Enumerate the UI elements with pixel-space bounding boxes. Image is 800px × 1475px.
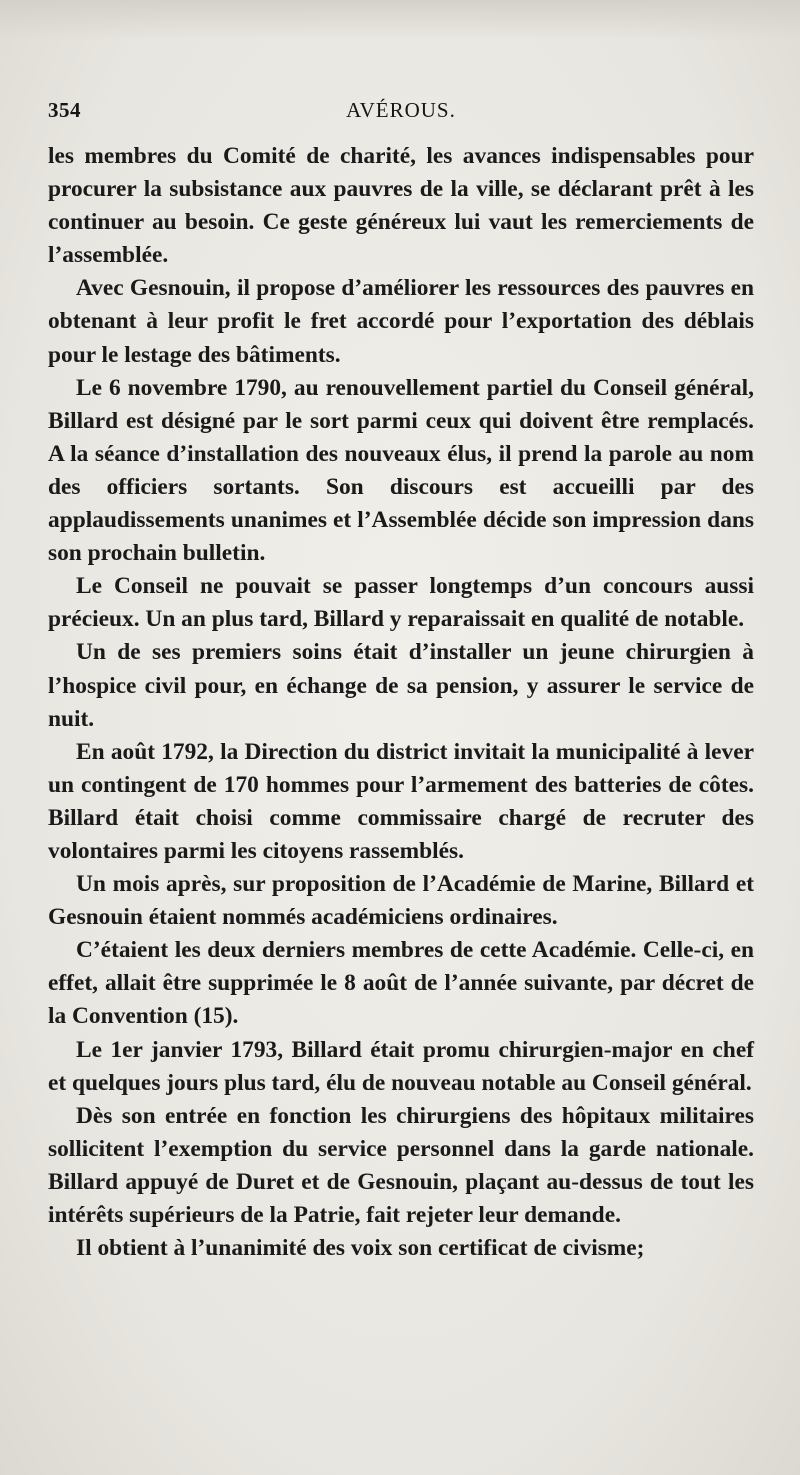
paragraph: Il obtient à l’unanimité des voix son certificat de civisme; — [76, 1235, 645, 1262]
paragraph: Dès son entrée en fonction les chirurgiens des hôpitaux militaires sollicitent l’exemption du service personnel dans la garde nationale. Billard appuyé de Duret et de Gesnouin, plaçant au-dessus de tout les intérêts supérieurs de la Patrie, fait rejeter leur demande. — [48, 1102, 754, 1228]
paragraph: Le 6 novembre 1790, au renouvellement partiel du Conseil général, Billard est désigné par le sort parmi ceux qui doivent être remplacés. A la séance d’installation des nouveaux élus, il prend la parole au nom des officiers sortants. Son discours est accueilli par des applaudissements unanimes et l’Assemblée décide son impression dans son prochain bulletin. — [48, 374, 754, 567]
paragraph: Un de ses premiers soins était d’installer un jeune chirurgien à l’hospice civil pour, en échange de sa pension, y assurer le service de nuit. — [48, 639, 754, 732]
paragraph: Le 1er janvier 1793, Billard était promu chirurgien-major en chef et quelques jours plus tard, élu de nouveau notable au Conseil général. — [48, 1036, 754, 1096]
paragraph: Avec Gesnouin, il propose d’améliorer les ressources des pauvres en obtenant à leur profit le fret accordé pour l’exportation des déblais pour le lestage des bâtiments. — [48, 275, 754, 368]
page-number: 354 — [48, 98, 81, 122]
paragraph: les membres du Comité de charité, les avances indispensables pour procurer la subsistance aux pauvres de la ville, se déclarant prêt à les continuer au besoin. Ce geste généreux lui vaut les remerciements de l’assemblée. — [48, 143, 754, 269]
page-top-edge — [0, 0, 800, 40]
paragraph: Un mois après, sur proposition de l’Académie de Marine, Billard et Gesnouin étaient nommés académiciens ordinaires. — [48, 871, 754, 931]
running-title: AVÉROUS. — [346, 98, 456, 122]
paragraph: En août 1792, la Direction du district invitait la municipalité à lever un contingent de 170 hommes pour l’armement des batteries de côtes. Billard était choisi comme commissaire chargé de recruter des volontaires parmi les citoyens rassemblés. — [48, 738, 754, 864]
body-text — [48, 140, 754, 1265]
paragraph: Le Conseil ne pouvait se passer longtemps d’un concours aussi précieux. Un an plus tard, Billard y reparaissait en qualité de notable. — [48, 573, 754, 633]
paragraph: C’étaient les deux derniers membres de cette Académie. Celle-ci, en effet, allait être supprimée le 8 août de l’année suivante, par décret de la Convention (15). — [48, 937, 754, 1030]
running-head — [48, 98, 754, 138]
